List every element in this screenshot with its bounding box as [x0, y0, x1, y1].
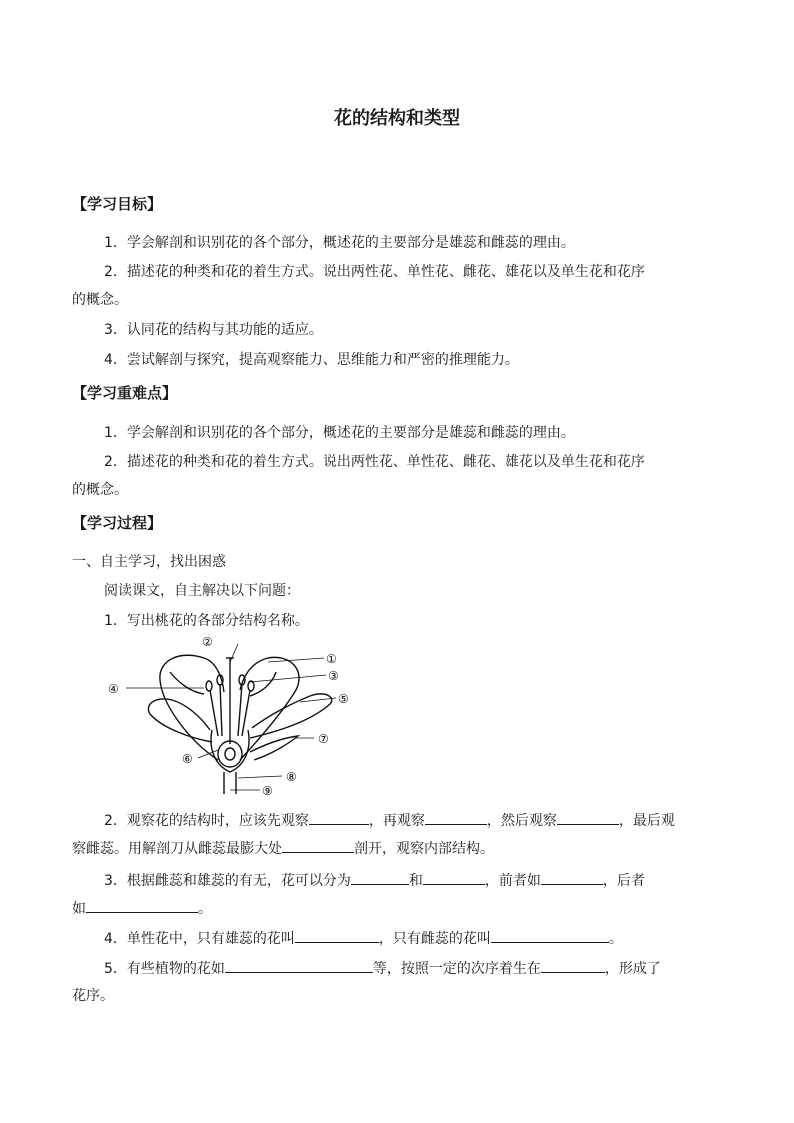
- objective-item-1: 1．学会解剖和识别花的各个部分，概述花的主要部分是雄蕊和雌蕊的理由。: [104, 235, 575, 251]
- diagram-label-7: ⑦: [318, 732, 329, 746]
- question-3: 3．根据雌蕊和雄蕊的有无，花可以分为 和 ，前者如 ，后者: [104, 870, 645, 891]
- answer-blank[interactable]: [425, 810, 487, 825]
- answer-blank[interactable]: [282, 838, 354, 853]
- question-2-cont: 察雌蕊。用解剖刀从雌蕊最膨大处 剖开，观察内部结构。: [72, 838, 494, 859]
- key-point-item-2: 2．描述花的种类和花的着生方式。说出两性花、单性花、雌花、雄花以及单生花和花序: [104, 454, 645, 470]
- section-heading-objectives: 【学习目标】: [72, 195, 163, 213]
- section-heading-process: 【学习过程】: [72, 514, 163, 532]
- diagram-label-5: ⑤: [338, 692, 349, 706]
- question-1: 1．写出桃花的各部分结构名称。: [104, 613, 309, 629]
- question-2: 2．观察花的结构时，应该先观察 ，再观察 ，然后观察 ，最后观: [104, 810, 675, 831]
- diagram-label-9: ⑨: [262, 784, 273, 798]
- question-3-cont: 如 。: [72, 898, 212, 919]
- diagram-label-8: ⑧: [286, 770, 297, 784]
- diagram-label-6: ⑥: [182, 752, 193, 766]
- answer-blank[interactable]: [491, 928, 609, 943]
- diagram-label-4: ④: [108, 682, 119, 696]
- objective-item-2: 2．描述花的种类和花的着生方式。说出两性花、单性花、雌花、雄花以及单生花和花序: [104, 264, 645, 280]
- objective-item-3: 3．认同花的结构与其功能的适应。: [104, 322, 323, 338]
- question-5-cont: 花序。: [72, 988, 114, 1004]
- diagram-label-1: ①: [326, 652, 337, 666]
- peach-flower-diagram: [100, 632, 360, 798]
- diagram-label-2: ②: [202, 635, 213, 649]
- objective-item-4: 4．尝试解剖与探究，提高观察能力、思维能力和严密的推理能力。: [104, 352, 519, 368]
- answer-blank[interactable]: [351, 870, 409, 885]
- page-title: 花的结构和类型: [334, 108, 460, 129]
- answer-blank[interactable]: [295, 928, 379, 943]
- answer-blank[interactable]: [225, 958, 373, 973]
- question-4: 4．单性花中，只有雄蕊的花叫 ，只有雌蕊的花叫 。: [104, 928, 623, 949]
- answer-blank[interactable]: [423, 870, 485, 885]
- section-heading-key-points: 【学习重难点】: [72, 384, 178, 402]
- answer-blank[interactable]: [86, 898, 198, 913]
- answer-blank[interactable]: [557, 810, 619, 825]
- question-5: 5．有些植物的花如 等，按照一定的次序着生在 ，形成了: [104, 958, 661, 979]
- diagram-label-3: ③: [328, 669, 339, 683]
- key-point-item-2-cont: 的概念。: [72, 482, 128, 498]
- answer-blank[interactable]: [541, 958, 605, 973]
- objective-item-2-cont: 的概念。: [72, 292, 128, 308]
- step-heading: 一、自主学习，找出困惑: [72, 554, 226, 570]
- intro-text: 阅读课文，自主解决以下问题：: [104, 583, 300, 599]
- answer-blank[interactable]: [309, 810, 369, 825]
- key-point-item-1: 1．学会解剖和识别花的各个部分，概述花的主要部分是雄蕊和雌蕊的理由。: [104, 425, 575, 441]
- answer-blank[interactable]: [541, 870, 603, 885]
